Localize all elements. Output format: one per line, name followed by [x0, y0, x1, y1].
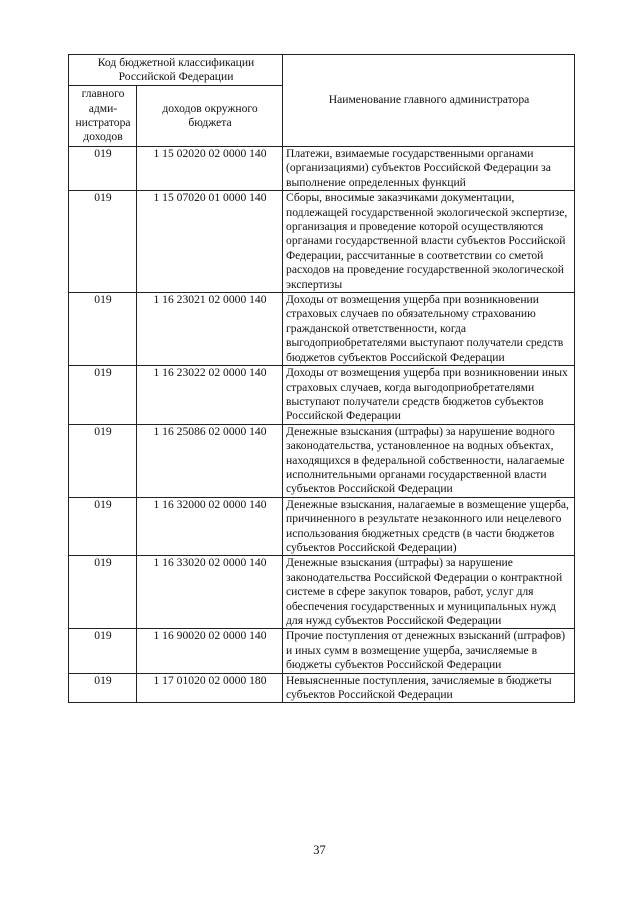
income-name-cell: Денежные взыскания (штрафы) за нарушение водного законодательства, установленное на водных объектах, находящихся в федеральной собственности, налагаемые исполнительными органами государственной власти субъектов Российской Федерации — [283, 424, 575, 497]
admin-code-cell: 019 — [69, 629, 137, 673]
table-row — [69, 629, 575, 673]
income-code-cell: 1 17 01020 02 0000 180 — [137, 673, 283, 703]
income-name-cell: Невыясненные поступления, зачисляемые в бюджеты субъектов Российской Федерации — [283, 673, 575, 703]
admin-code-cell: 019 — [69, 293, 137, 366]
header-main-administrator: главного адми-нистратора доходов — [69, 86, 137, 147]
header-budget-classification: Код бюджетной классификации Российской Федерации — [69, 55, 283, 86]
table-row — [69, 366, 575, 425]
income-name-cell: Доходы от возмещения ущерба при возникновении страховых случаев по обязательному страхованию гражданской ответственности, когда выгодоприобретателями выступают получатели средств бюджетов субъектов Российской Федерации — [283, 293, 575, 366]
admin-code-cell: 019 — [69, 366, 137, 425]
admin-code-cell: 019 — [69, 556, 137, 629]
budget-classification-table — [68, 54, 575, 703]
income-name-cell: Денежные взыскания (штрафы) за нарушение законодательства Российской Федерации о контрактной системе в сфере закупок товаров, работ, услуг для обеспечения государственных и муниципальных нужд для нужд субъектов Российской Федерации — [283, 556, 575, 629]
table-row — [69, 673, 575, 703]
income-code-cell: 1 16 90020 02 0000 140 — [137, 629, 283, 673]
income-name-cell: Платежи, взимаемые государственными органами (организациями) субъектов Российской Федерации за выполнение определенных функций — [283, 147, 575, 191]
income-code-cell: 1 15 07020 01 0000 140 — [137, 191, 283, 293]
admin-code-cell: 019 — [69, 424, 137, 497]
admin-code-cell: 019 — [69, 191, 137, 293]
admin-code-cell: 019 — [69, 673, 137, 703]
income-name-cell: Сборы, вносимые заказчиками документации, подлежащей государственной экологической экспертизе, организация и проведение которой осуществляются органами государственной власти субъектов Российской Федерации, рассчитанные в соответствии со сметой расходов на проведение государственной экологической экспертизы — [283, 191, 575, 293]
income-code-cell: 1 16 25086 02 0000 140 — [137, 424, 283, 497]
table-row — [69, 191, 575, 293]
income-name-cell: Прочие поступления от денежных взысканий (штрафов) и иных сумм в возмещение ущерба, зачисляемые в бюджеты субъектов Российской Федерации — [283, 629, 575, 673]
table-row — [69, 497, 575, 556]
table-row — [69, 147, 575, 191]
income-name-cell: Доходы от возмещения ущерба при возникновении иных страховых случаев, когда выгодоприобретателями выступают получатели средств бюджетов субъектов Российской Федерации — [283, 366, 575, 425]
income-code-cell: 1 16 32000 02 0000 140 — [137, 497, 283, 556]
admin-code-cell: 019 — [69, 497, 137, 556]
table-row — [69, 424, 575, 497]
income-name-cell: Денежные взыскания, налагаемые в возмещение ущерба, причиненного в результате незаконного или нецелевого использования бюджетных средств (в части бюджетов субъектов Российской Федерации) — [283, 497, 575, 556]
income-code-cell: 1 15 02020 02 0000 140 — [137, 147, 283, 191]
income-code-cell: 1 16 23022 02 0000 140 — [137, 366, 283, 425]
table-row — [69, 293, 575, 366]
income-code-cell: 1 16 23021 02 0000 140 — [137, 293, 283, 366]
page-number: 37 — [313, 843, 326, 857]
table-row — [69, 556, 575, 629]
income-code-cell: 1 16 33020 02 0000 140 — [137, 556, 283, 629]
admin-code-cell: 019 — [69, 147, 137, 191]
header-district-income: доходов окружного бюджета — [137, 86, 283, 147]
header-administrator-name: Наименование главного администратора — [283, 55, 575, 147]
